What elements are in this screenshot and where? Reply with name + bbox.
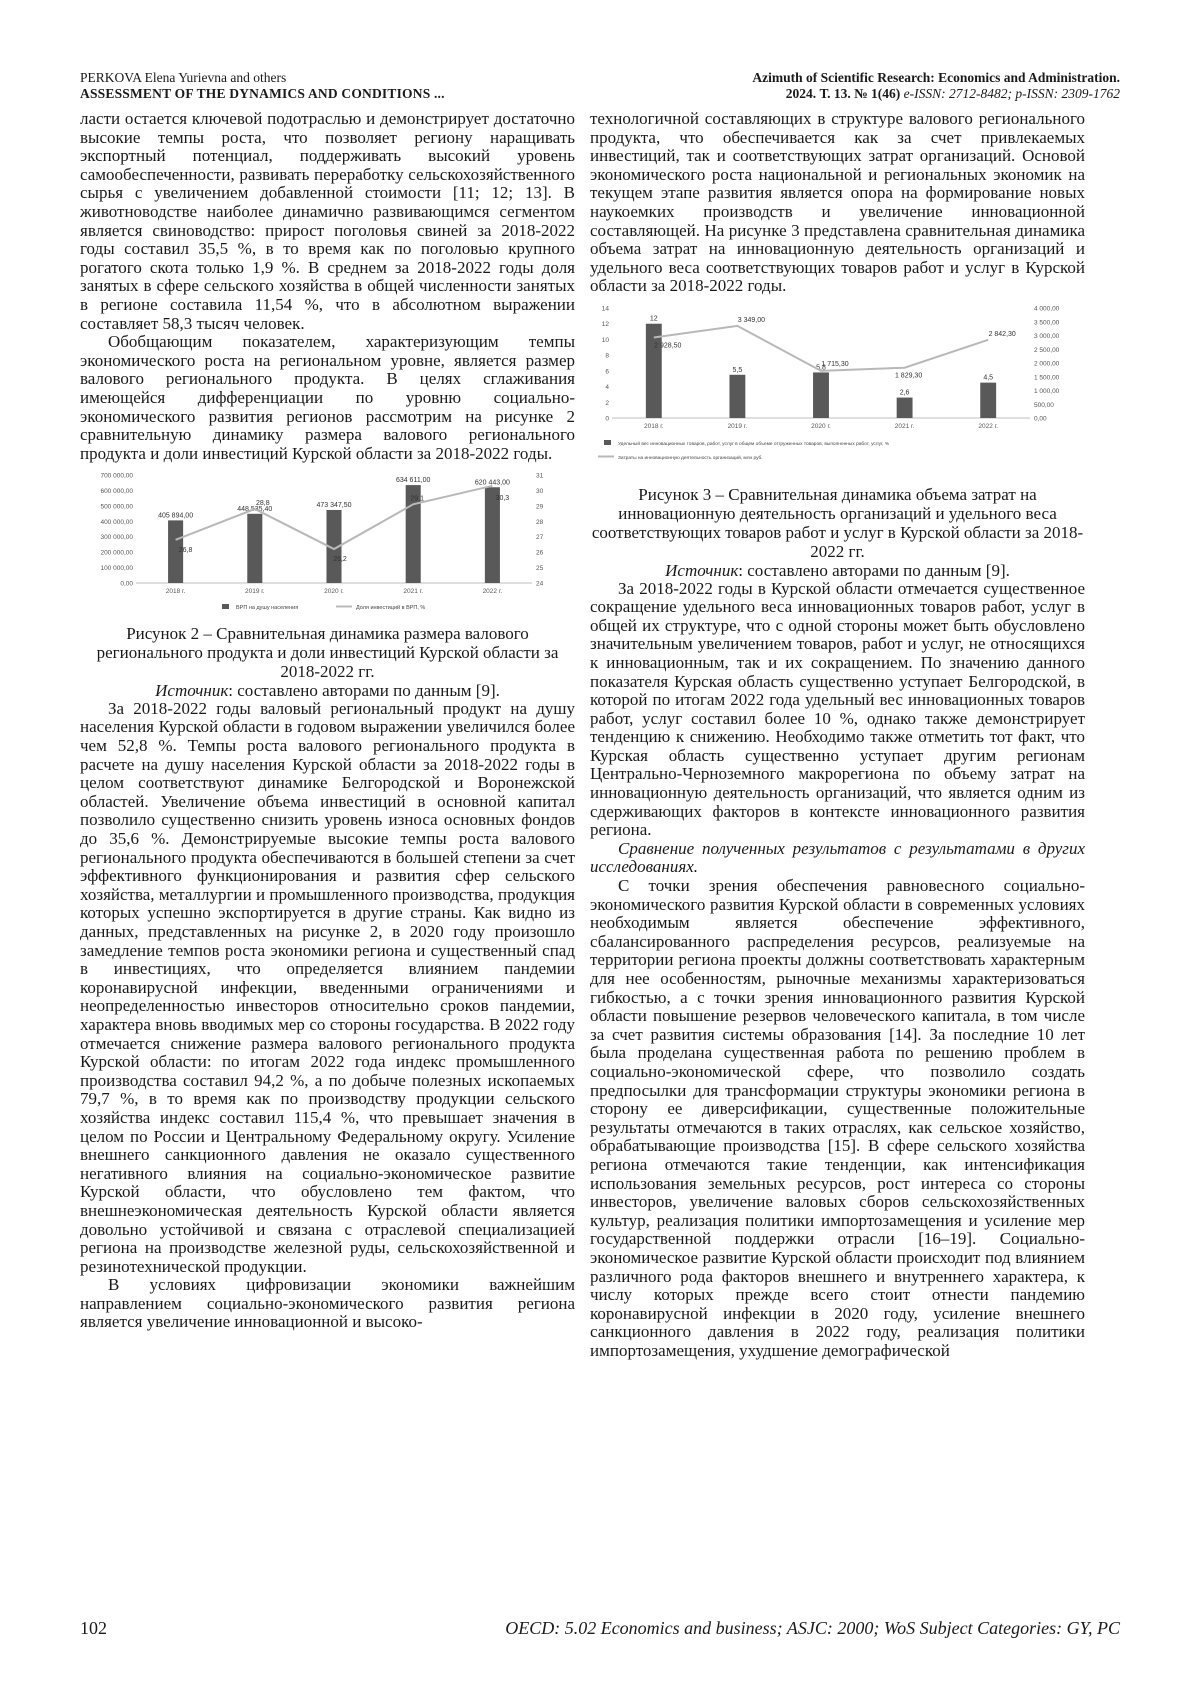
x-tick-label: 2022 г.: [978, 422, 999, 430]
running-header: [80, 70, 1120, 106]
legend-label: Доля инвестиций в ВРП, %: [356, 605, 426, 612]
y-right-tick: 24: [536, 580, 544, 588]
header-issue-line: [752, 86, 1120, 102]
y-right-tick: 26: [536, 549, 544, 557]
bar-data-label: 12: [649, 315, 658, 323]
figure-2-caption: Рисунок 2 – Сравнительная динамика размера валового регионального продукта и доли инвестиций Курской области за 2018-2022 гг.: [96, 623, 559, 681]
page-number: 102: [80, 1618, 107, 1638]
x-tick-label: 2020 г.: [811, 422, 831, 430]
bar-data-label: 405 894,00: [158, 512, 194, 520]
figure-3-source: [590, 561, 1085, 580]
bar-data-label: 620 443,00: [474, 479, 510, 487]
right-paragraph-3: С точки зрения обеспечения равновесного социально-экономического развития Курской области в современных условиях необходимым является обеспечение эффективного, сбалансированного распределения ресурсов, реализуемые на территории региона проекты должны соответствовать характерным для нее особенностям, рыночные механизмы характеризоваться гибкостью, а с точки зрения инновационного развития Курской области повышение резервов человеческого капитала, в том числе за счет развития системы образования [14]. За последние 10 лет была проделана существенная работа по решению проблем в социально-экономической сфере, что позволило создать предпосылки для трансформации структуры экономики региона в сторону ее диверсификации, существенные положительные результаты отмечаются в таких отраслях, как сельское хозяйство, обрабатывающие производства [15]. В сфере сельского хозяйства региона отмечаются такие тенденции, как интенсификация использования земельных ресурсов, рост интереса со стороны инвесторов, увеличение валовых сборов сельскохозяйственных культур, реализация политики импортозамещения и усиление мер государственной поддержки отрасли [16–19]. Социально-экономическое развитие Курской области происходит под влиянием различного рода факторов внешнего и внутреннего характера, к числу которых прежде всего стоит отнести пандемию коронавирусной инфекции в 2020 году, усиление внешнего санкционного давления в 2022 году, реализация политики импортозамещения, ухудшение демографической: [590, 876, 1085, 1360]
y-left-tick: 600 000,00: [100, 488, 133, 496]
right-paragraph-2: За 2018-2022 годы в Курской области отмечается существенное сокращение удельного веса инновационных товаров работ, услуг в общей их структуре, что с одной стороны может быть обусловлено значительным увеличением товаров, работ и услуг, не относящихся к инновационным, так и их сокращением. По значению данного показателя Курская область существенно уступает Белгородской, в которой по итогам 2022 года удельный вес инновационных товаров работ, услуг составил более 10 %, однако также демонстрирует тенденцию к снижению. Необходимо также отметить тот факт, что Курская область существенно уступает другим регионам Центрально-Черноземного макрорегиона по объему затрат на инновационную деятельность организаций, что является одним из сдерживающих факторов в контексте инновационного развития региона.: [590, 578, 1085, 840]
y-right-tick: 28: [536, 519, 544, 527]
left-paragraph-3: За 2018-2022 годы валовый региональный продукт на душу населения Курской области в годовом выражении увеличился более чем 52,8 %. Темпы роста валового регионального продукта в расчете на душу населения Курской области за 2018-2022 годы в целом соответствуют динамике Белгородской и Воронежской областей. Увеличение объема инвестиций в основной капитал позволило существенно снизить уровень износа основных фондов до 35,6 %. Демонстрируемые высокие темпы роста валового регионального продукта обеспечиваются в большей степени за счет эффективного функционирования и развития сфер сельского хозяйства, металлургии и промышленного производства, продукция которых успешно экспортируется в другие страны. Как видно из данных, представленных на рисунке 2, в 2020 году произошло замедление темпов роста экономики региона и существенный спад в инвестициях, что определяется влиянием пандемии коронавирусной инфекции, введенными ограничениями и неопределенностью инвесторов относительно сроков пандемии, характера вновь вводимых мер со стороны государства. В 2022 году отмечается снижение размера валового регионального продукта Курской области: по итогам 2022 года индекс промышленного производства составил 94,2 %, а по добыче полезных ископаемых 79,7 %, в то время как по производству продукции сельского хозяйства индекс составил 115,4 %, что превышает значения в целом по России и Центральному Федеральному округу. Усиление внешнего санкционного давления не оказало существенного негативного влияния на социально-экономическое развитие Курской области, что обусловлено тем фактом, что внешнеэкономическая деятельность Курской области является довольно устойчивой и связана с отраслевой специализацией региона на производстве железной руды, сельскохозяйственной и резинотехнической продукции.: [80, 698, 575, 1276]
y-left-tick: 500 000,00: [100, 503, 133, 511]
header-issue: 2024. Т. 13. № 1(46): [785, 86, 901, 101]
y-right-tick: 1 000,00: [1034, 387, 1060, 395]
y-right-tick: 2 500,00: [1034, 346, 1060, 354]
line-data-label: 2 928,50: [654, 342, 682, 350]
figure-2-chart: [80, 467, 575, 617]
y-right-tick: 0,00: [1034, 415, 1047, 423]
left-paragraph-2: Обобщающим показателем, характеризующим темпы экономического роста на региональном уровне, является размер валового регионального продукта. В целях сглаживания имеющейся дифференциации по уровню социально-экономического развития регионов рассмотрим на рисунке 2 сравнительную динамику размера валового регионального продукта и доли инвестиций Курской области за 2018-2022 годы.: [80, 332, 575, 463]
y-right-tick: 1 500,00: [1034, 374, 1060, 382]
line-data-label: 26,2: [333, 556, 347, 564]
left-paragraph-1: ласти остается ключевой подотраслью и демонстрирует достаточно высокие темпы роста, что позволяет региону наращивать экспортный потенциал, поддерживать высокий уровень самообеспеченности, развивать переработку сельскохозяйственного сырья с увеличением добавленной стоимости [11; 12; 13]. В животноводстве наиболее динамично развивающимся сегментом является свиноводство: прирост поголовья свиней за 2018-2022 годы составил 35,5 %, в то время как по поголовью крупного рогатого скота только 1,9 %. В среднем за 2018-2022 годы доля занятых в сфере сельского хозяйства в общей численности занятых в регионе составила 11,54 %, что в абсолютном выражении составляет 58,3 тысяч человек.: [80, 109, 575, 333]
y-right-tick: 3 000,00: [1034, 332, 1060, 340]
line-data-label: 30,3: [495, 495, 510, 503]
bar: [897, 398, 913, 418]
y-left-tick: 100 000,00: [100, 565, 133, 573]
bar: [813, 372, 829, 418]
running-footer: [80, 1618, 1120, 1642]
line-data-label: 3 349,00: [737, 316, 766, 324]
bar-data-label: 5,8: [816, 364, 826, 372]
legend-bar-swatch: [222, 604, 229, 609]
y-right-tick: 31: [536, 472, 544, 480]
y-left-tick: 2: [605, 399, 609, 407]
line-data-label: 29,1: [410, 495, 425, 503]
right-paragraph-1: технологичной составляющих в структуре валового регионального продукта, что обеспечивается как за счет привлекаемых инвестиций, так и соответствующих затрат организаций. Основой экономического роста национальной и региональных экономик на текущем этапе развития является опора на формирование новых наукоемких производств и увеличение инновационной составляющей. На рисунке 3 представлена сравнительная динамика объема затрат на инновационную деятельность организаций и удельного веса соответствующих товаров работ и услуг в Курской области за 2018-2022 годы.: [590, 109, 1085, 296]
figure-3-chart: [590, 300, 1085, 478]
header-authors: PERKOVA Elena Yurievna and others: [80, 70, 287, 85]
line-data-label: 1 829,30: [894, 372, 923, 380]
figure-2-source-label: Источник: [155, 680, 229, 700]
left-column: [80, 110, 575, 1332]
header-left: [80, 70, 445, 102]
x-tick-label: 2022 г.: [482, 588, 503, 596]
y-left-tick: 0: [605, 415, 609, 423]
figure-2-source-text: : составлено авторами по данным [9].: [228, 680, 500, 700]
legend-bar-swatch: [604, 440, 611, 445]
y-right-tick: 500,00: [1034, 401, 1054, 409]
bar-data-label: 448 535,40: [237, 506, 273, 514]
x-tick-label: 2020 г.: [324, 588, 344, 596]
section-subheading: Сравнение полученных результатов с результатами в других исследованиях.: [590, 838, 1085, 877]
figure-2: [80, 467, 575, 622]
y-left-tick: 300 000,00: [100, 534, 133, 542]
y-left-tick: 10: [601, 336, 609, 344]
line-data-label: 28,8: [255, 500, 270, 508]
header-right: [752, 70, 1120, 102]
y-right-tick: 4 000,00: [1034, 305, 1060, 313]
bar-data-label: 2,6: [899, 389, 910, 397]
y-left-tick: 8: [605, 352, 609, 360]
bar-data-label: 4,5: [983, 374, 994, 382]
bar: [646, 324, 662, 418]
x-tick-label: 2018 г.: [165, 588, 186, 596]
y-left-tick: 0,00: [120, 580, 133, 588]
y-left-tick: 400 000,00: [100, 519, 133, 527]
x-tick-label: 2019 г.: [727, 422, 748, 430]
x-tick-label: 2021 г.: [894, 422, 915, 430]
bar: [247, 514, 262, 583]
footer-indexing: OECD: 5.02 Economics and business; ASJC: 2000; WoS Subject Categories: GY, PC: [505, 1618, 1120, 1638]
legend-label: ВРП на душу населения: [236, 605, 299, 612]
legend-label: Затраты на инновационную деятельность организаций, млн руб.: [618, 455, 763, 461]
bar-data-label: 634 611,00: [395, 477, 431, 485]
y-right-tick: 30: [536, 488, 544, 496]
line-data-label: 26,8: [178, 547, 193, 555]
y-right-tick: 25: [536, 565, 544, 573]
bar-data-label: 5,5: [732, 366, 743, 374]
figure-2-source: [80, 681, 575, 700]
right-column: [590, 110, 1085, 1360]
y-left-tick: 700 000,00: [100, 472, 133, 480]
y-right-tick: 27: [536, 534, 544, 542]
line-data-label: 1 715,30: [821, 360, 849, 368]
y-left-tick: 14: [601, 305, 609, 313]
legend-label: Удельный вес инновационных товаров, работ, услуг в общем объеме отгруженных товаров, выполненных работ, услуг, %: [618, 441, 890, 447]
y-right-tick: 3 500,00: [1034, 319, 1060, 327]
left-paragraph-4: В условиях цифровизации экономики важнейшим направлением социально-экономического развития региона является увеличение инновационной и высоко-: [80, 1275, 575, 1332]
figure-3-source-label: Источник: [665, 560, 739, 580]
x-tick-label: 2021 г.: [403, 588, 424, 596]
figure-3-caption: Рисунок 3 – Сравнительная динамика объема затрат на инновационную деятельность организаций и удельного веса соответствующих товаров работ и услуг в Курской области за 2018-2022 гг.: [591, 484, 1084, 561]
header-journal: Azimuth of Scientific Research: Economics and Administration.: [752, 70, 1120, 85]
y-right-tick: 29: [536, 503, 544, 511]
bar-data-label: 473 347,50: [316, 502, 352, 510]
line-data-label: 2 842,30: [988, 330, 1016, 338]
figure-3: [590, 300, 1085, 483]
y-left-tick: 200 000,00: [100, 549, 133, 557]
bar: [980, 383, 996, 418]
header-issn: e-ISSN: 2712-8482; p-ISSN: 2309-1762: [903, 86, 1120, 101]
header-article-title: ASSESSMENT OF THE DYNAMICS AND CONDITIONS ...: [80, 86, 445, 101]
x-tick-label: 2018 г.: [643, 422, 664, 430]
y-left-tick: 4: [605, 384, 609, 392]
y-left-tick: 6: [605, 368, 609, 376]
y-right-tick: 2 000,00: [1034, 360, 1060, 368]
bar: [729, 375, 745, 418]
x-tick-label: 2019 г.: [244, 588, 265, 596]
y-left-tick: 12: [601, 321, 609, 329]
figure-3-source-text: : составлено авторами по данным [9].: [738, 560, 1010, 580]
